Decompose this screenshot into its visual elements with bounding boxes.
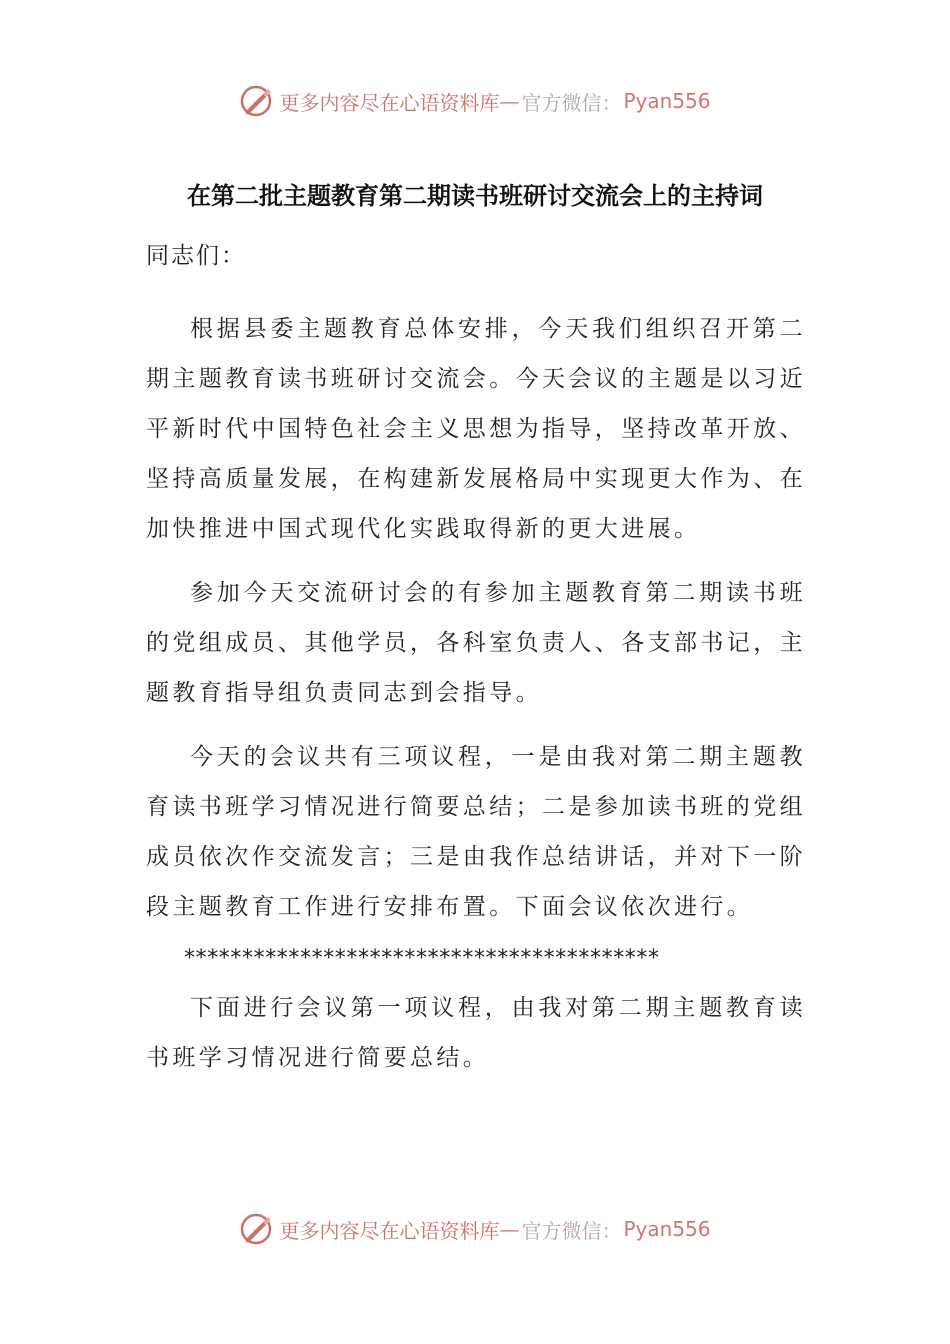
section-divider: ***************************************** — [184, 946, 660, 971]
watermark-wechat-id: Pyan556 — [623, 89, 711, 113]
closing-paragraph: 下面进行会议第一项议程，由我对第二期主题教育读书班学习情况进行简要总结。 — [146, 995, 806, 1071]
paragraph-3: 今天的会议共有三项议程，一是由我对第二期主题教育读书班学习情况进行简要总结；二是参加读书班的党组成员依次作交流发言；三是由我作总结讲话，并对下一阶段主题教育工作进行安排布置。下面会议依次进行。 — [146, 744, 806, 920]
watermark-label: 官方微信： — [521, 90, 622, 115]
footer-watermark — [0, 1212, 950, 1246]
paragraph-1: 根据县委主题教育总体安排，今天我们组织召开第二期主题教育读书班研讨交流会。今天会议的主题是以习近平新时代中国特色社会主义思想为指导，坚持改革开放、坚持高质量发展，在构建新发展格局中实现更大作为、在加快推进中国式现代化实践取得新的更大进展。 — [146, 316, 806, 542]
pen-logo-icon — [239, 84, 273, 118]
watermark-text: 更多内容尽在心语资料库 — [279, 1218, 500, 1243]
watermark-separator: — — [499, 1217, 520, 1241]
watermark-wechat-id: Pyan556 — [623, 1217, 711, 1241]
paragraph-2: 参加今天交流研讨会的有参加主题教育第二期读书班的党组成员、其他学员，各科室负责人、各支部书记，主题教育指导组负责同志到会指导。 — [146, 580, 806, 706]
document-body — [146, 236, 806, 1097]
watermark-separator: — — [499, 89, 520, 113]
watermark-text: 更多内容尽在心语资料库 — [279, 90, 500, 115]
header-watermark — [0, 84, 950, 118]
watermark-label: 官方微信： — [521, 1218, 622, 1243]
greeting: 同志们： — [146, 243, 246, 269]
document-title: 在第二批主题教育第二期读书班研讨交流会上的主持词 — [187, 182, 763, 210]
pen-logo-icon — [239, 1212, 273, 1246]
